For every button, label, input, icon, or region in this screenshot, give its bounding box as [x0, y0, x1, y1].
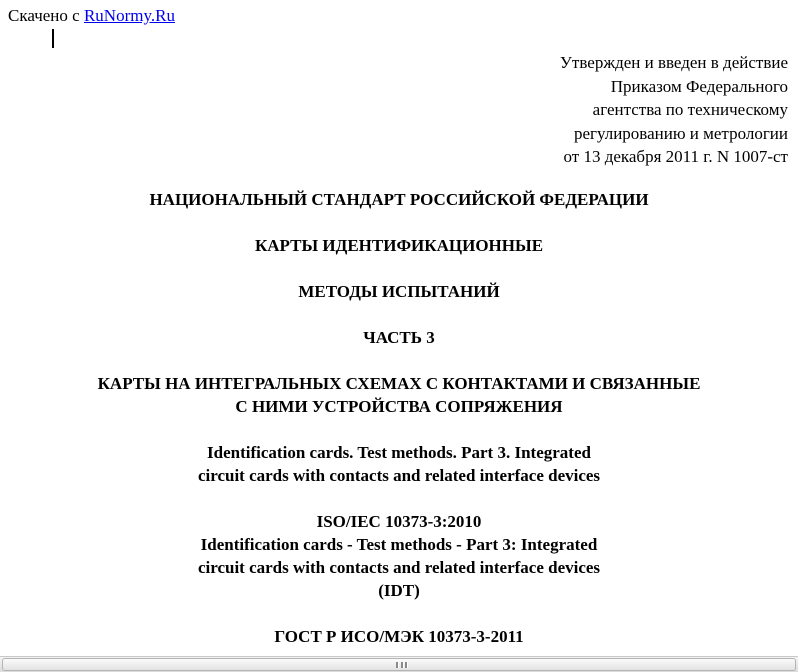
iso-line: (IDT) [378, 581, 420, 600]
standard-type-heading: НАЦИОНАЛЬНЫЙ СТАНДАРТ РОССИЙСКОЙ ФЕДЕРАЦИИ [149, 190, 649, 209]
iso-line: circuit cards with contacts and related interface devices [197, 558, 601, 577]
source-line [8, 6, 175, 26]
runormy-link[interactable]: RuNormy.Ru [83, 6, 175, 25]
iso-reference-heading [0, 510, 798, 602]
approval-block [560, 51, 788, 169]
approval-line: Утвержден и введен в действие [559, 53, 788, 72]
part-title-heading [0, 372, 798, 418]
iso-line: ISO/IEC 10373-3:2010 [316, 512, 482, 531]
part-heading: ЧАСТЬ 3 [363, 328, 435, 347]
part-title-line: С НИМИ УСТРОЙСТВА СОПРЯЖЕНИЯ [235, 397, 563, 416]
gost-designation-heading: ГОСТ Р ИСО/МЭК 10373-3-2011 [274, 627, 524, 646]
methods-heading: МЕТОДЫ ИСПЫТАНИЙ [298, 282, 500, 301]
subject-heading: КАРТЫ ИДЕНТИФИКАЦИОННЫЕ [254, 236, 544, 255]
english-title-heading [0, 441, 798, 487]
approval-line: от 13 декабря 2011 г. N 1007-ст [563, 147, 788, 166]
part-title-line: КАРТЫ НА ИНТЕГРАЛЬНЫХ СХЕМАХ С КОНТАКТАМИ И СВЯЗАННЫЕ [97, 374, 701, 393]
english-title-line: Identification cards. Test methods. Part 3. Integrated [207, 443, 591, 462]
grip-icon [396, 662, 408, 668]
approval-line: агентства по техническому [592, 100, 788, 119]
approval-line: Приказом Федерального [610, 76, 788, 96]
iso-line: Identification cards - Test methods - Part 3: Integrated [200, 535, 598, 554]
text-cursor [52, 29, 54, 48]
source-prefix: Скачено с [8, 6, 84, 25]
approval-line: регулированию и метрологии [573, 123, 788, 143]
english-title-line: circuit cards with contacts and related interface devices [197, 466, 601, 485]
scrollbar-thumb[interactable] [2, 658, 796, 671]
horizontal-scrollbar[interactable] [0, 656, 798, 672]
